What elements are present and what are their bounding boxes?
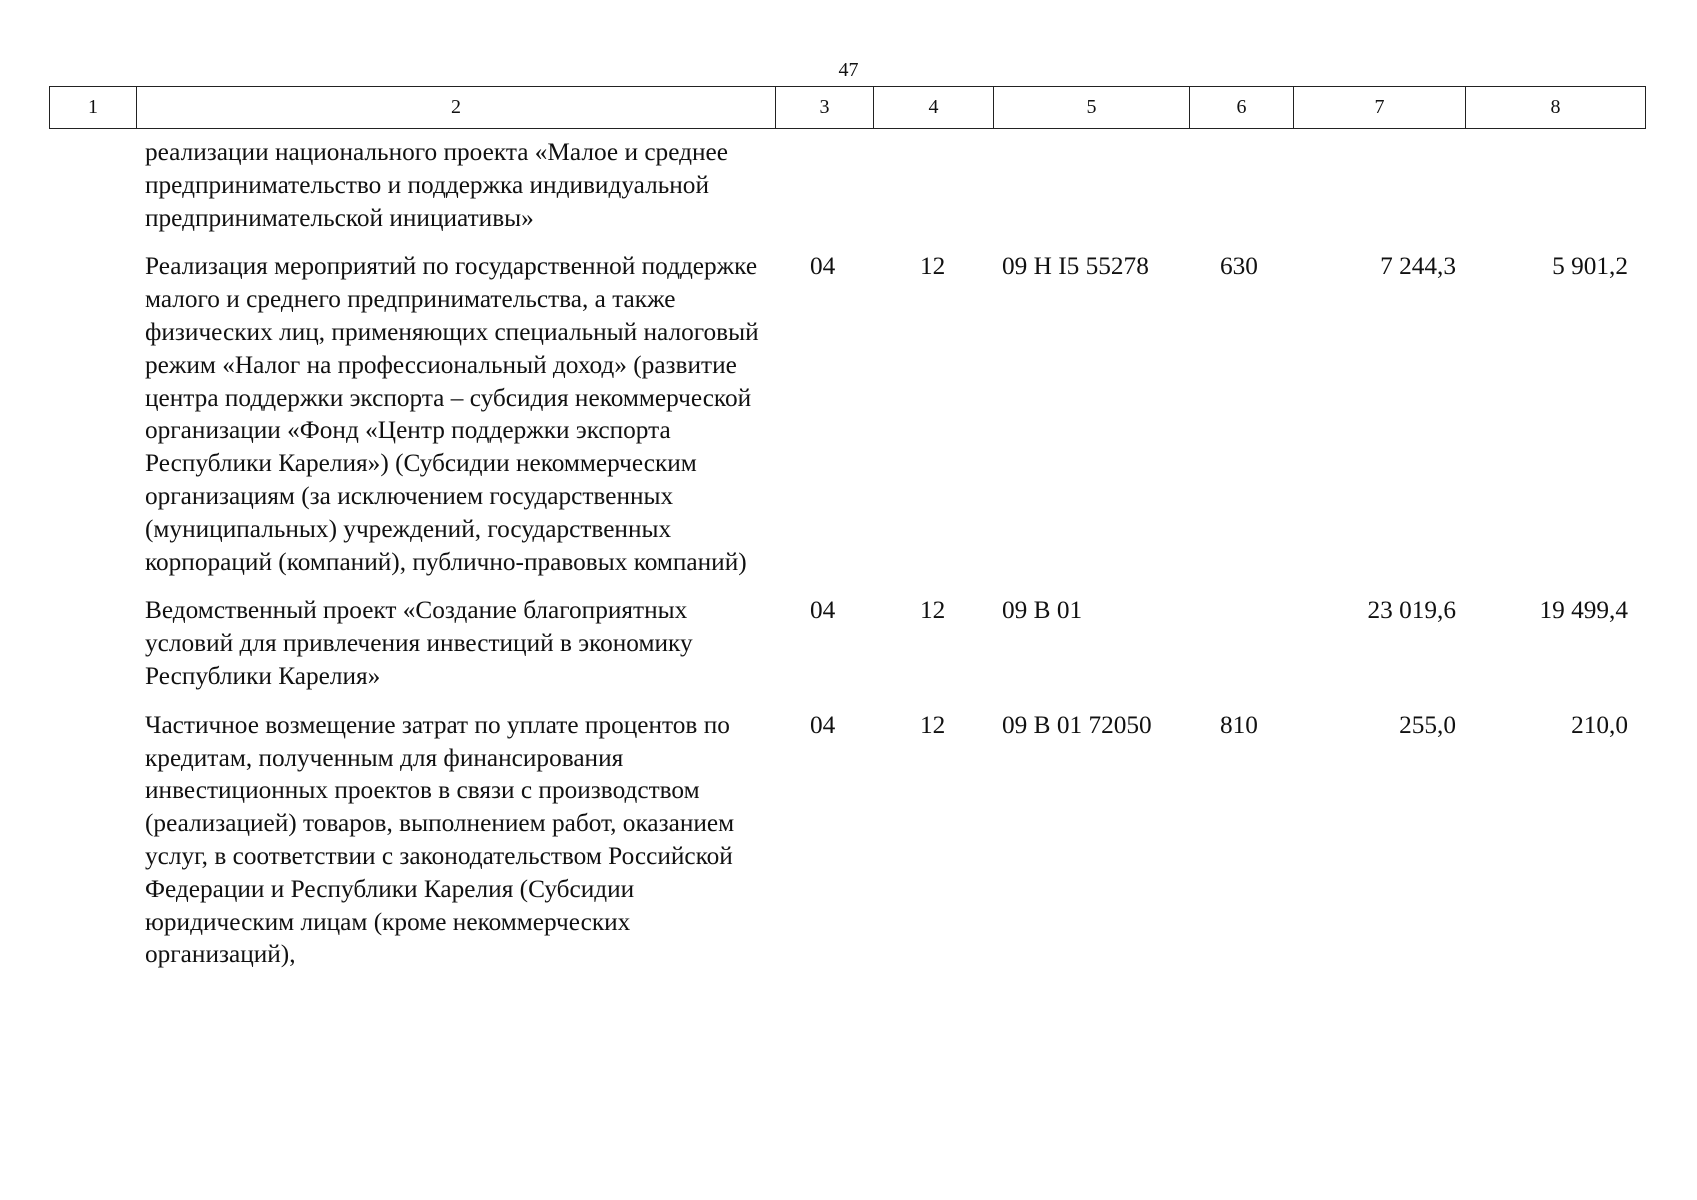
target-article-code: 09 В 01	[1002, 596, 1083, 625]
subsection-code: 12	[920, 710, 946, 739]
table-row	[49, 709, 1645, 971]
column-number: 2	[137, 87, 776, 129]
table-row	[49, 136, 1645, 234]
amount-column-7: 23 019,6	[1367, 596, 1456, 625]
page-number: 47	[838, 59, 859, 81]
subsection-code: 12	[920, 596, 946, 625]
target-article-code: 09 Н I5 55278	[1002, 252, 1149, 281]
row-description: реализации национального проекта «Малое и среднее предпринимательство и поддержка индивидуальной предпринимательской инициативы»	[145, 138, 728, 232]
column-number: 5	[994, 87, 1190, 129]
amount-column-7: 255,0	[1399, 710, 1456, 739]
section-code: 04	[810, 710, 836, 739]
row-description: Реализация мероприятий по государственной поддержке малого и среднего предпринимательства, а также физических лиц, применяющих специальный налоговый режим «Налог на профессиональный доход» (развитие центра поддержки экспорта – субсидия некоммерческой организации «Фонд «Центр поддержки экспорта Республики Карелия») (Субсидии некоммерческим организациям (за исключением государственных (муниципальных) учреждений, государственных корпораций (компаний), публично-правовых компаний)	[145, 252, 759, 576]
row-description: Ведомственный проект «Создание благоприятных условий для привлечения инвестиций в экономику Республики Карелия»	[145, 596, 693, 690]
amount-column-7: 7 244,3	[1380, 252, 1456, 281]
column-header-table	[49, 86, 1646, 129]
target-article-code: 09 В 01 72050	[1002, 710, 1152, 739]
section-code: 04	[810, 252, 836, 281]
subsection-code: 12	[920, 252, 946, 281]
expense-type-code: 630	[1220, 252, 1258, 281]
column-number: 1	[50, 87, 137, 129]
expense-type-code: 810	[1220, 710, 1258, 739]
amount-column-8: 210,0	[1571, 710, 1628, 739]
row-description: Частичное возмещение затрат по уплате процентов по кредитам, полученным для финансирования инвестиционных проектов в связи с производством (реализацией) товаров, выполнением работ, оказанием услуг, в соответствии с законодательством Российской Федерации и Республики Карелия (Субсидии юридическим лицам (кроме некоммерческих организаций),	[145, 710, 735, 969]
column-number: 6	[1190, 87, 1294, 129]
column-number: 7	[1294, 87, 1466, 129]
section-code: 04	[810, 596, 836, 625]
amount-column-8: 19 499,4	[1539, 596, 1628, 625]
table-row	[49, 250, 1645, 578]
column-number: 3	[776, 87, 874, 129]
amount-column-8: 5 901,2	[1552, 252, 1628, 281]
column-number: 4	[874, 87, 994, 129]
budget-table-body	[49, 136, 1645, 987]
column-number: 8	[1466, 87, 1646, 129]
column-number-row	[50, 87, 1646, 129]
table-row	[49, 594, 1645, 692]
